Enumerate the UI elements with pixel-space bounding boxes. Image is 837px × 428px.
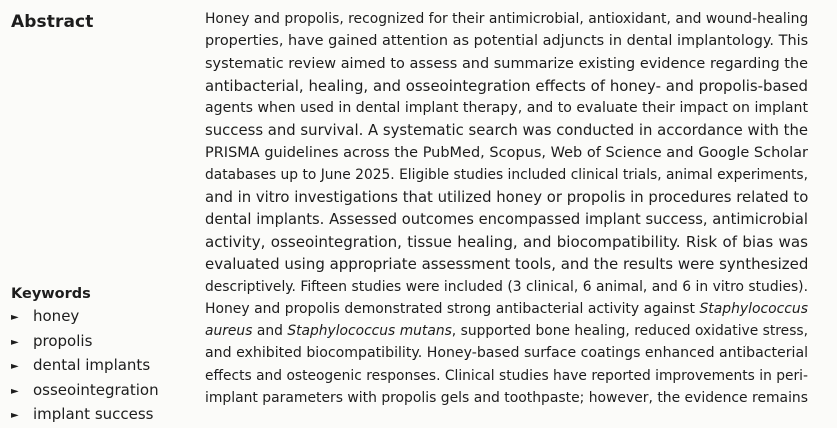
keyword-item [11,330,196,355]
species-name: aureus [205,323,253,340]
triangle-bullet-icon: ► [11,361,19,372]
abstract-line: PRISMA guidelines across the PubMed, Scopus, Web of Science and Google Scholar [205,144,808,161]
keyword-text: honey [33,307,80,325]
abstract-line: databases up to June 2025. Eligible studies included clinical trials, animal experiments, [205,167,808,184]
abstract-line: dental implants. Assessed outcomes encompassed implant success, antimicrobial [205,210,808,228]
keyword-text: implant success [33,405,154,423]
keywords-heading: Keywords [11,286,91,302]
triangle-bullet-icon: ► [11,410,19,421]
species-name: Staphylococcus [699,300,808,317]
abstract-line: evaluated using appropriate assessment tools, and the results were synthesized [205,255,809,274]
abstract-line: activity, osseointegration, tissue healing, and biocompatibility. Risk of bias was [205,232,808,251]
abstract-line: implant parameters with propolis gels and toothpaste; however, the evidence remains [205,390,808,407]
abstract-line: Honey and propolis, recognized for their antimicrobial, antioxidant, and wound-healing [205,11,809,27]
keyword-item [11,379,196,404]
keyword-text: dental implants [33,356,151,374]
abstract-line: descriptively. Fifteen studies were included (3 clinical, 6 animal, and 6 in vitro studies). [205,278,808,295]
abstract-line: success and survival. A systematic search was conducted in accordance with the [205,121,809,140]
abstract-line: aureus and Staphylococcus mutans, supported bone healing, reduced oxidative stress, [205,323,808,340]
abstract-line: systematic review aimed to assess and summarize existing evidence regarding the [205,55,808,72]
keyword-item [11,403,196,428]
keyword-text: propolis [33,331,93,350]
abstract-line: agents when used in dental implant therapy, and to evaluate their impact on implant [205,100,808,117]
keyword-item [11,305,196,330]
abstract-line: and exhibited biocompatibility. Honey-based surface coatings enhanced antibacterial [205,345,809,362]
abstract-line: Honey and propolis demonstrated strong antibacterial activity against Staphylococcus [205,300,808,317]
abstract-line: and in vitro investigations that utilized honey or propolis in procedures related to [205,188,809,207]
triangle-bullet-icon: ► [11,336,19,348]
triangle-bullet-icon: ► [11,312,19,323]
triangle-bullet-icon: ► [11,385,19,397]
abstract-heading: Abstract [11,12,94,32]
abstract-line: antibacterial, healing, and osseointegration effects of honey- and propolis-based [205,76,808,95]
keywords-list [11,305,196,428]
abstract-line: properties, have gained attention as potential adjuncts in dental implantology. This [205,33,809,50]
keyword-item [11,354,196,379]
keywords-block [11,285,196,428]
abstract-body [205,8,808,409]
species-name: Staphylococcus mutans [287,323,452,340]
keyword-text: osseointegration [33,380,159,399]
abstract-line: effects and osteogenic responses. Clinical studies have reported improvements in peri- [205,367,808,384]
